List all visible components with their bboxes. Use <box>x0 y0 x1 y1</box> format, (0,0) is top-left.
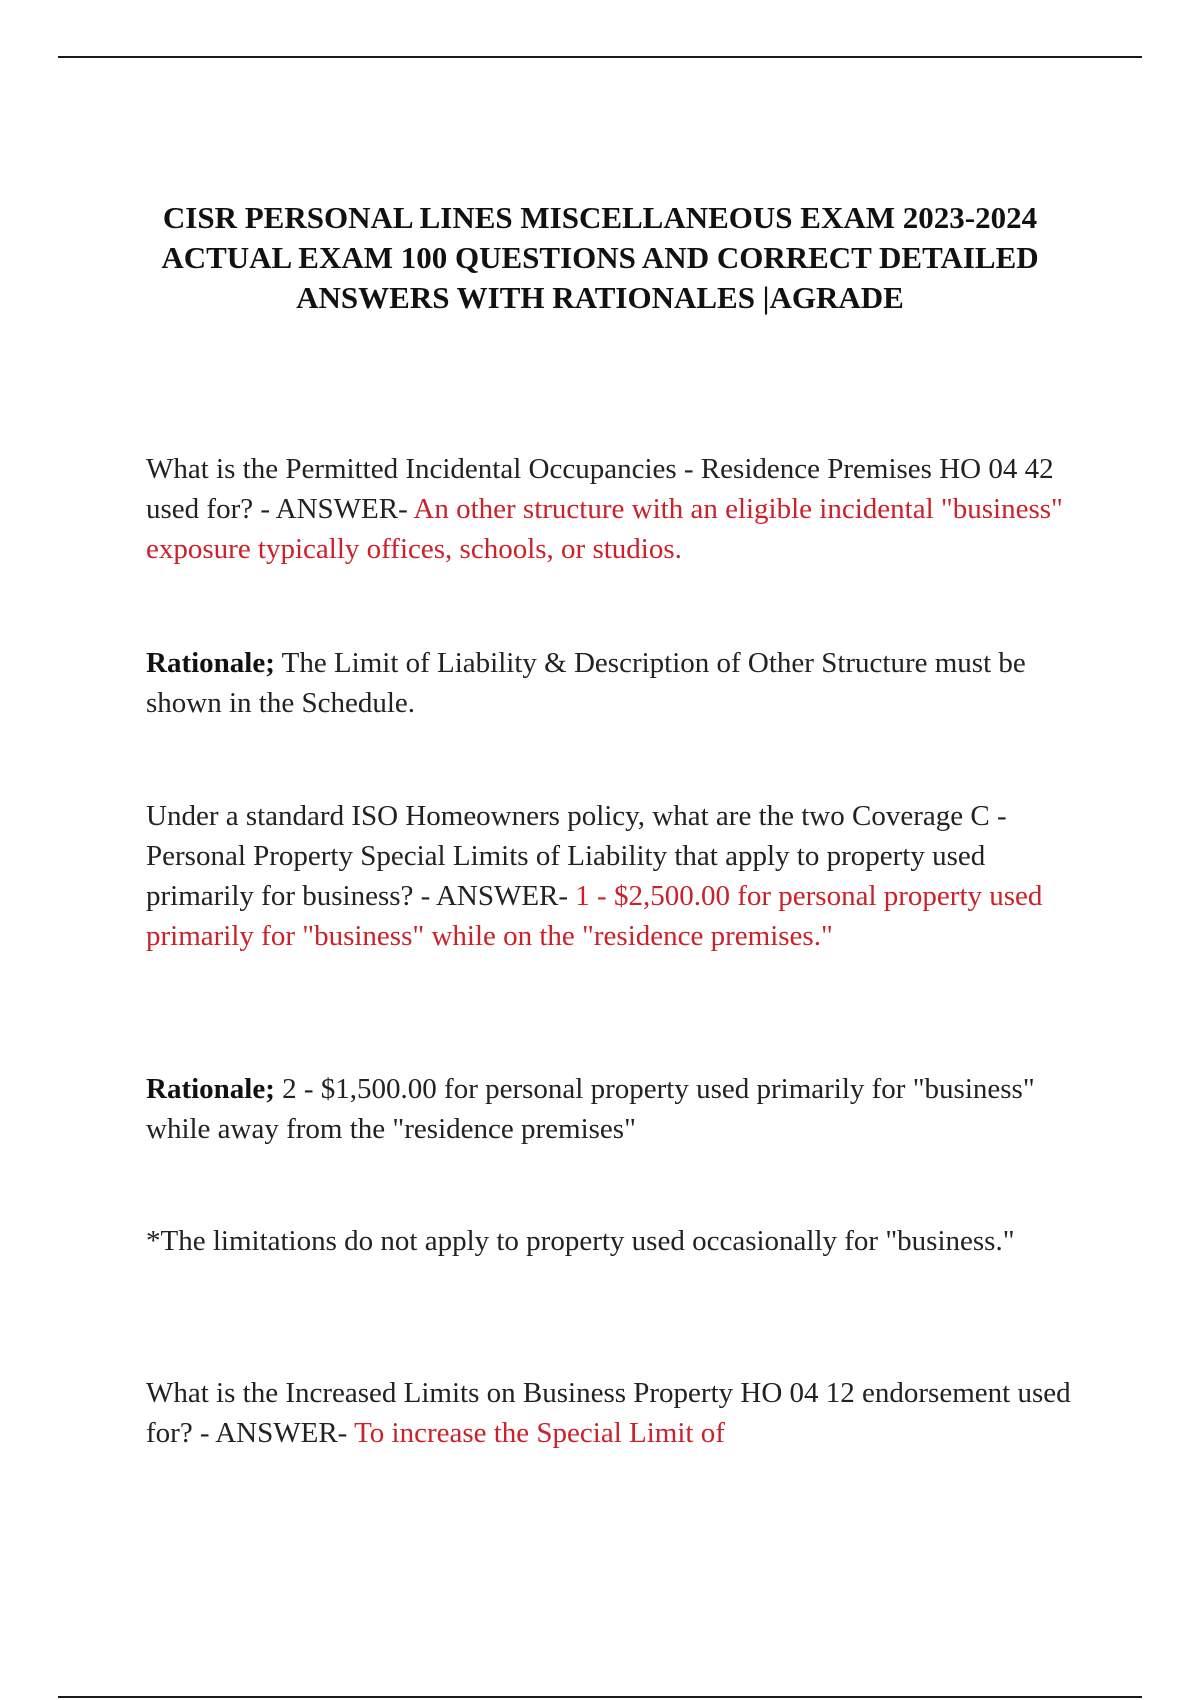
rationale-text: 2 - $1,500.00 for personal property used primarily for "business" while away from the "residence premises" <box>146 1073 1035 1145</box>
rationale-text: The Limit of Liability & Description of Other Structure must be shown in the Schedule. <box>146 647 1026 719</box>
answer-text: 1 - $2,500.00 for personal property used primarily for "business" while on the "residence premises." <box>146 880 1043 952</box>
top-divider <box>58 56 1142 58</box>
question-text: Under a standard ISO Homeowners policy, what are the two Coverage C - Personal Property Special Limits of Liability that apply to property used primarily for business? - ANSWER- <box>146 800 1007 912</box>
document-title <box>100 198 1100 318</box>
title-line-3: ANSWERS WITH RATIONALES |AGRADE <box>296 280 904 315</box>
note-text: *The limitations do not apply to property used occasionally for "business." <box>146 1225 1015 1257</box>
rationale-label: Rationale; <box>146 1073 275 1105</box>
title-line-2: ACTUAL EXAM 100 QUESTIONS AND CORRECT DETAILED <box>161 240 1039 275</box>
bottom-divider <box>58 1696 1142 1698</box>
question-permitted-incidental-occupancies <box>146 449 1096 569</box>
answer-text: An other structure with an eligible incidental "business" exposure typically offices, schools, or studios. <box>146 493 1063 565</box>
question-text: What is the Permitted Incidental Occupancies - Residence Premises HO 04 42 used for? - ANSWER- <box>146 453 1054 525</box>
question-coverage-c-special-limits <box>146 796 1096 956</box>
question-text: What is the Increased Limits on Business Property HO 04 12 endorsement used for? - ANSWER- <box>146 1377 1071 1449</box>
rationale-limit-of-liability <box>146 643 1096 723</box>
question-increased-limits-business-property <box>146 1373 1096 1453</box>
title-line-1: CISR PERSONAL LINES MISCELLANEOUS EXAM 2023-2024 <box>162 200 1038 235</box>
rationale-away-from-premises <box>146 1069 1096 1149</box>
answer-text: To increase the Special Limit of <box>354 1417 725 1449</box>
note-limitations <box>146 1221 1096 1261</box>
rationale-label: Rationale; <box>146 647 275 679</box>
